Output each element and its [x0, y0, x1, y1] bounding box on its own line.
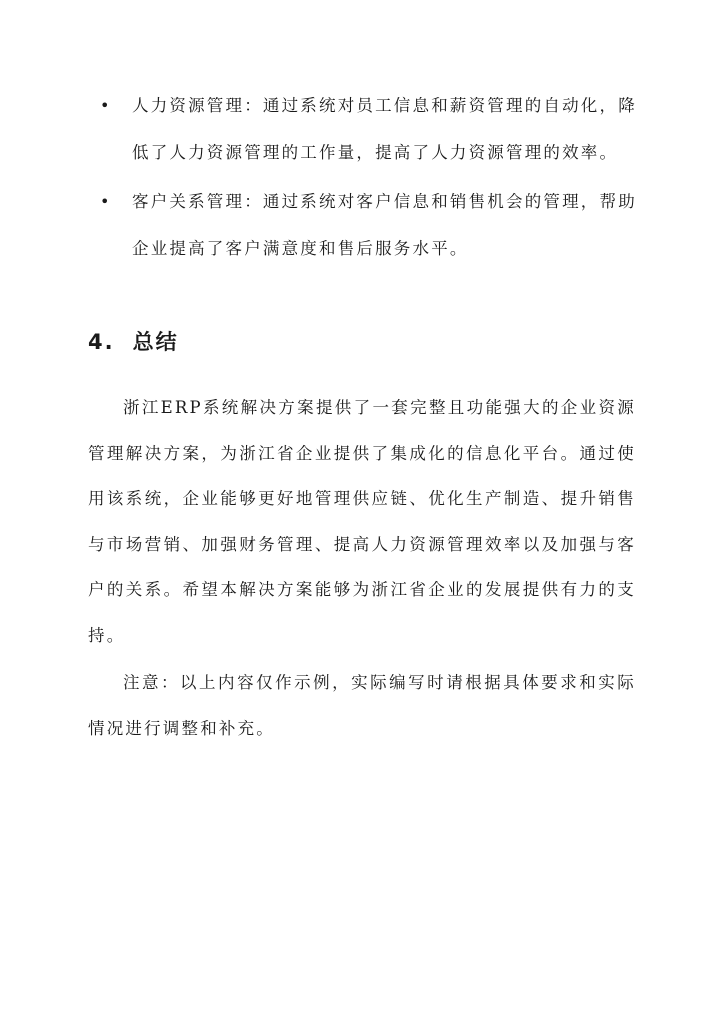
section-heading — [88, 326, 179, 356]
list-item-text: 人力资源管理：通过系统对员工信息和薪资管理的自动化，降低了人力资源管理的工作量，提高了人力资源管理的效率。 — [132, 96, 637, 162]
section-number: 4. — [88, 330, 115, 354]
note-paragraph: 注意：以上内容仅作示例，实际编写时请根据具体要求和实际情况进行调整和补充。 — [88, 673, 636, 738]
list-item-crm — [100, 178, 640, 272]
bullet-list — [100, 82, 640, 274]
bullet-marker: • — [100, 192, 112, 211]
bullet-marker: • — [100, 96, 112, 115]
list-item-text: 客户关系管理：通过系统对客户信息和销售机会的管理，帮助企业提高了客户满意度和售后服务水平。 — [132, 192, 637, 258]
summary-paragraph: 浙江ERP系统解决方案提供了一套完整且功能强大的企业资源管理解决方案，为浙江省企业提供了集成化的信息化平台。通过使用该系统，企业能够更好地管理供应链、优化生产制造、提升销售与市场营销、加强财务管理、提高人力资源管理效率以及加强与客户的关系。希望本解决方案能够为浙江省企业的发展提供有力的支持。 — [88, 398, 636, 645]
list-item-hr-management — [100, 82, 640, 176]
section-title: 总结 — [132, 330, 179, 354]
